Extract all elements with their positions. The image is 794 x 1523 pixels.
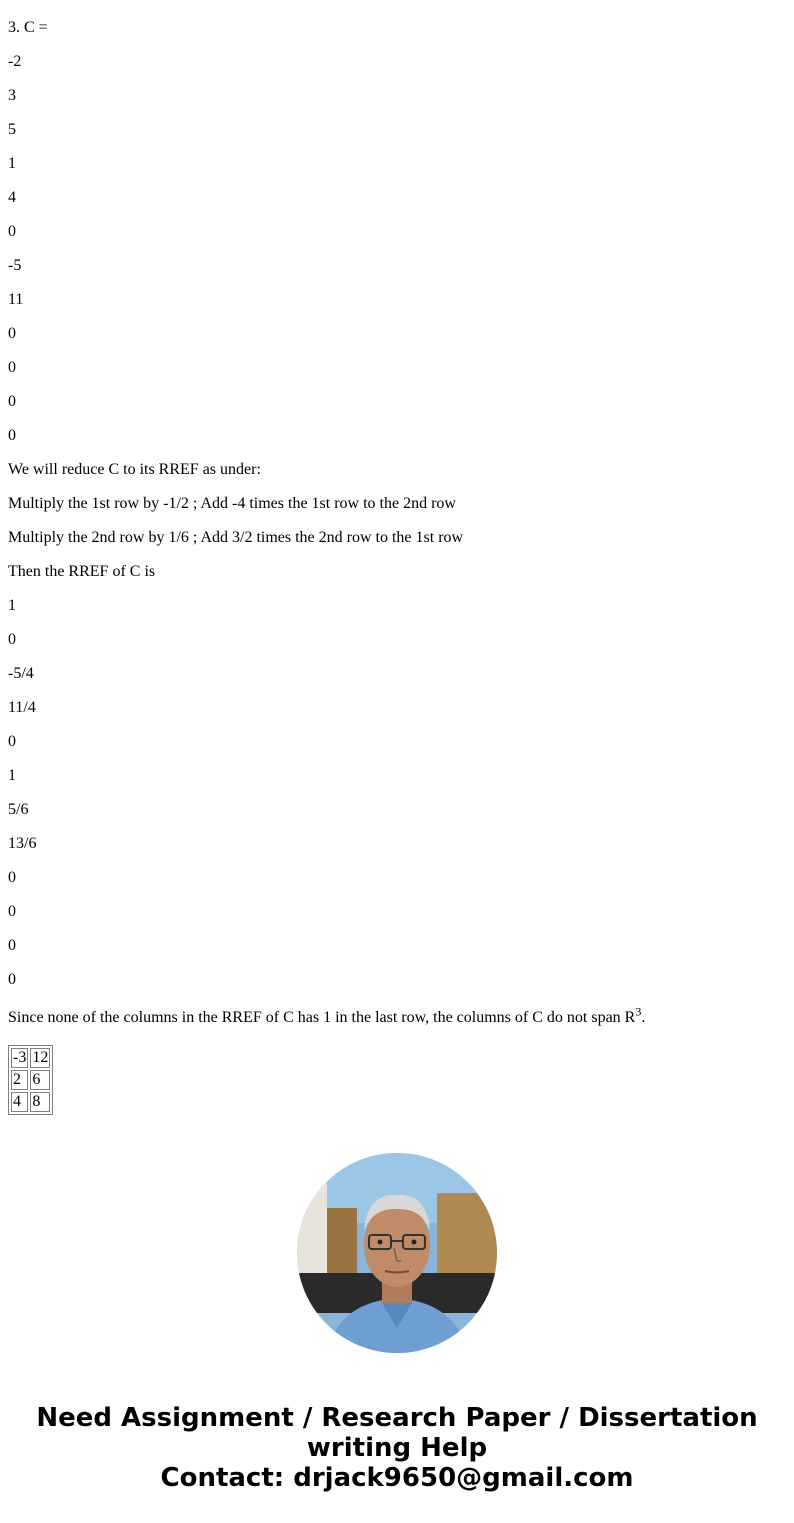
rref-entry: 0 [8, 733, 16, 750]
rref-entry: 5/6 [8, 801, 29, 818]
rref-intro: Then the RREF of C is [8, 563, 156, 580]
problem-header: 3. C = [8, 19, 48, 36]
table-row [11, 1092, 50, 1112]
matrix-c-entry: 3 [8, 87, 16, 104]
rref-entry: 0 [8, 903, 16, 920]
reduction-step: Multiply the 1st row by -1/2 ; Add -4 times the 1st row to the 2nd row [8, 495, 456, 512]
matrix-c-entry: -5 [8, 257, 22, 274]
rref-entry: -5/4 [8, 665, 34, 682]
rref-entry: 0 [8, 869, 16, 886]
rref-entry: 13/6 [8, 835, 37, 852]
conclusion-period: . [641, 1009, 646, 1026]
conclusion [8, 1004, 646, 1027]
matrix-c-entry: -2 [8, 53, 22, 70]
table-cell: 2 [11, 1070, 28, 1090]
table-cell: -3 [13, 1049, 27, 1066]
matrix-c-entry: 1 [8, 155, 16, 172]
matrix-c-entry: 0 [8, 223, 16, 240]
tutor-portrait-icon [297, 1153, 497, 1353]
table-row [11, 1070, 50, 1090]
small-matrix-table [8, 1045, 53, 1115]
matrix-c-entry: 5 [8, 121, 16, 138]
matrix-c-entry: 0 [8, 427, 16, 444]
matrix-c-entry: 0 [8, 325, 16, 342]
reduction-intro: We will reduce C to its RREF as under: [8, 461, 261, 478]
rref-entry: 1 [8, 767, 16, 784]
table-cell: 6 [30, 1070, 50, 1090]
promo-banner [0, 1403, 794, 1493]
conclusion-text: Since none of the columns in the RREF of C has 1 in the last row, the columns of C do not span R [8, 1009, 636, 1026]
conclusion-exponent: 3 [635, 1004, 642, 1019]
matrix-c-entry: 4 [8, 189, 16, 206]
rref-entry: 0 [8, 937, 16, 954]
rref-entry: 11/4 [8, 699, 36, 716]
promo-contact: Contact: drjack9650@gmail.com [160, 1463, 634, 1493]
table-cell: 4 [11, 1092, 28, 1112]
rref-entry: 0 [8, 971, 16, 988]
tutor-avatar [297, 1153, 497, 1353]
table-row [11, 1048, 50, 1068]
promo-line: Need Assignment / Research Paper / Dissertation [36, 1403, 758, 1433]
matrix-c-entry: 0 [8, 359, 16, 376]
promo-line: writing Help [306, 1433, 488, 1463]
matrix-c-entry: 11 [8, 291, 24, 308]
table-cell: 12 [32, 1049, 49, 1066]
rref-entry: 0 [8, 631, 16, 648]
reduction-step: Multiply the 2nd row by 1/6 ; Add 3/2 times the 2nd row to the 1st row [8, 529, 464, 546]
table-cell: 8 [30, 1092, 50, 1112]
matrix-c-entry: 0 [8, 393, 16, 410]
rref-entry: 1 [8, 597, 16, 614]
